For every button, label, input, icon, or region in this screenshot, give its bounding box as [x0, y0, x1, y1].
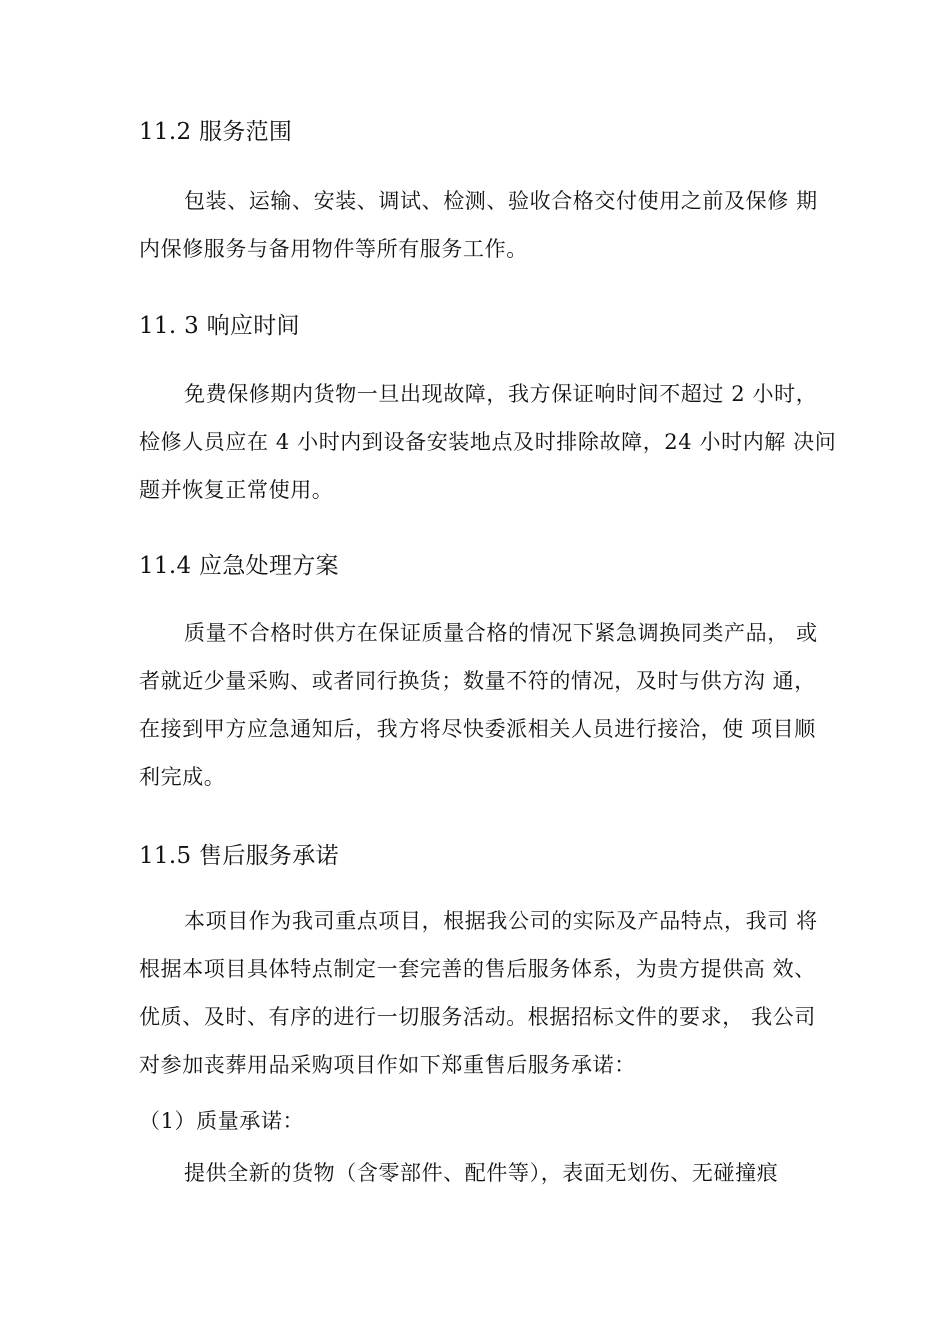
item-label-quality-commitment: （1）质量承诺： [139, 1109, 305, 1133]
paragraph-service-scope [139, 177, 829, 273]
section-heading-11-5: 11.5 售后服务承诺 [139, 843, 339, 869]
paragraph-response-time [139, 370, 837, 514]
paragraph-after-sales-commitment [139, 897, 829, 1089]
paragraph-line: 免费保修期内货物一旦出现故障，我方保证响时间不超过 2 小时， [184, 382, 818, 406]
paragraph-line: 包装、运输、安装、调试、检测、验收合格交付使用之前及保修 期 [184, 189, 818, 213]
paragraph-line: 者就近少量采购、或者同行换货；数量不符的情况，及时与供方沟 通， [139, 669, 816, 693]
paragraph-line: 题并恢复正常使用。 [139, 478, 334, 502]
item-text-quality-commitment: 提供全新的货物（含零部件、配件等），表面无划伤、无碰撞痕 [184, 1161, 779, 1185]
paragraph-emergency-plan [139, 609, 829, 801]
paragraph-line: 质量不合格时供方在保证质量合格的情况下紧急调换同类产品， 或 [184, 621, 818, 645]
section-heading-11-3: 11. 3 响应时间 [139, 313, 300, 339]
paragraph-line: 内保修服务与备用物件等所有服务工作。 [139, 237, 528, 261]
section-heading-11-4: 11.4 应急处理方案 [139, 553, 339, 579]
paragraph-line: 优质、及时、有序的进行一切服务活动。根据招标文件的要求， 我公司 [139, 1005, 816, 1029]
paragraph-line: 利完成。 [139, 765, 226, 789]
paragraph-line: 在接到甲方应急通知后，我方将尽快委派相关人员进行接洽，使 项目顺 [139, 717, 816, 741]
paragraph-line: 检修人员应在 4 小时内到设备安装地点及时排除故障，24 小时内解 决问 [139, 430, 837, 454]
paragraph-line: 对参加丧葬用品采购项目作如下郑重售后服务承诺： [139, 1053, 636, 1077]
section-heading-11-2: 11.2 服务范围 [139, 119, 293, 145]
paragraph-line: 根据本项目具体特点制定一套完善的售后服务体系，为贵方提供高 效、 [139, 957, 816, 981]
paragraph-line: 本项目作为我司重点项目，根据我公司的实际及产品特点，我司 将 [184, 909, 818, 933]
